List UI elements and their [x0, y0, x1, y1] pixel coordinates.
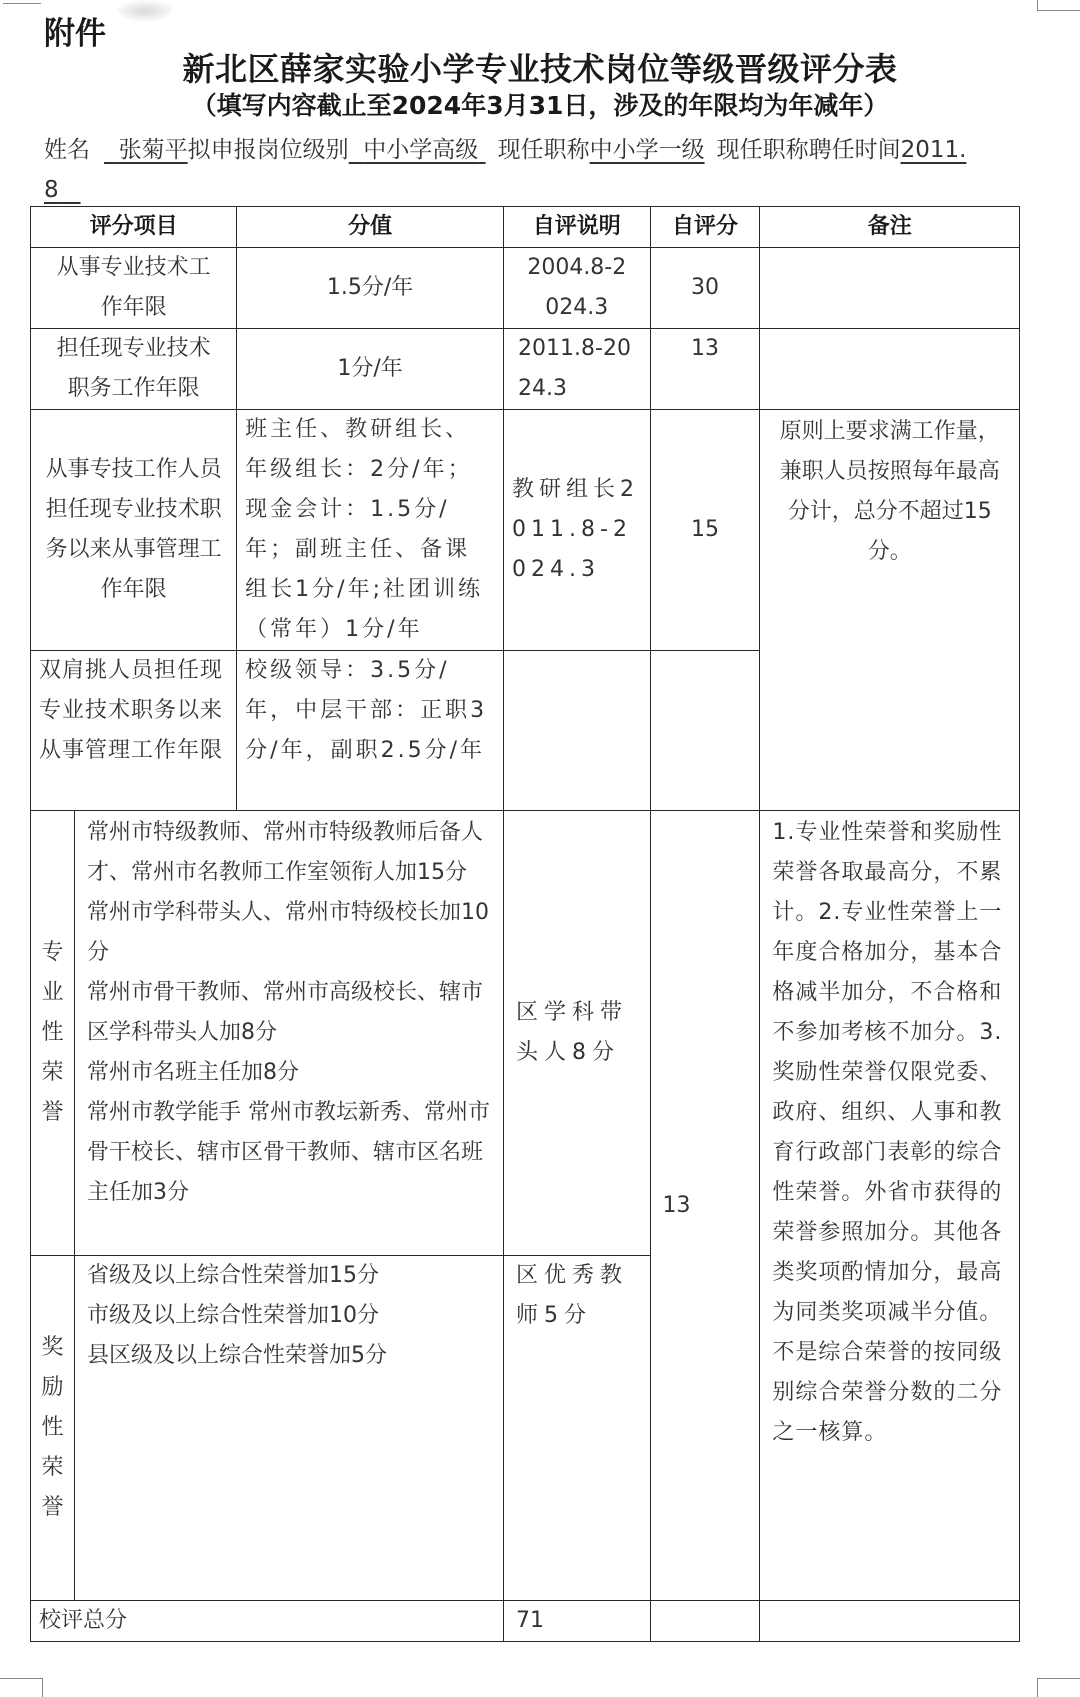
item-cell: 双肩挑人员担任现专业技术职务以来从事管理工作年限	[31, 651, 237, 811]
remark-cell: 原则上要求满工作量，兼职人员按照每年最高分计，总分不超过15分。	[760, 410, 1020, 811]
self-score-cell: 13	[650, 329, 760, 410]
self-score-cell: 13	[650, 811, 760, 1601]
category-label: 专业性荣誉	[41, 940, 64, 1125]
corner-mark-top-right	[1037, 0, 1080, 11]
header-item: 评分项目	[31, 207, 237, 248]
header-score: 分值	[237, 207, 504, 248]
self-score-cell: 15	[650, 410, 760, 651]
table-row	[31, 248, 1020, 329]
hire-time-value-1: 2011.	[900, 137, 967, 163]
honor-line: 常州市名班主任加8分	[86, 1060, 299, 1085]
apply-level-value: 中小学高级	[363, 137, 479, 163]
note-cell: 2004.8-2024.3	[504, 248, 651, 329]
note-cell: 2011.8-2024.3	[504, 329, 651, 410]
hire-time-label: 现任职称聘任时间	[716, 137, 901, 163]
honor-line: 省级及以上综合性荣誉加15分	[86, 1263, 379, 1288]
hire-time-value-2: 8	[44, 177, 59, 203]
attachment-label: 附件	[44, 16, 106, 52]
honor-line: 常州市特级教师、常州市特级教师后备人才、常州市名教师工作室领衔人加15分	[86, 820, 483, 885]
total-remark-blank	[760, 1601, 1020, 1642]
apply-level-label: 拟申报岗位级别	[187, 137, 349, 163]
table-row	[31, 811, 1020, 1256]
table-header-row	[31, 207, 1020, 248]
note-cell: 区学科带头人8分	[504, 811, 651, 1256]
table-row	[31, 329, 1020, 410]
honor-lines-cell	[74, 811, 503, 1256]
category-label: 奖励性荣誉	[41, 1335, 64, 1520]
corner-mark-bottom-right	[1037, 1678, 1080, 1697]
self-score-cell: 30	[650, 248, 760, 329]
total-label: 校评总分	[31, 1601, 504, 1642]
remark-cell	[760, 248, 1020, 329]
score-cell: 校级领导：3.5分/年，中层干部：正职3分/年，副职2.5分/年	[237, 651, 504, 811]
item-cell: 从事专业技术工作年限	[31, 248, 237, 329]
score-cell: 班主任、教研组长、年级组长：2分/年；现金会计：1.5分/年；副班主任、备课组长1分/年;社团训练（常年）1分/年	[237, 410, 504, 651]
applicant-info	[44, 130, 1034, 210]
header-self-score: 自评分	[650, 207, 760, 248]
total-value: 71	[504, 1601, 651, 1642]
table-row	[31, 410, 1020, 651]
total-blank	[650, 1601, 760, 1642]
note-cell: 教研组长2011.8-2024.3	[504, 410, 651, 651]
category-cell	[31, 811, 75, 1256]
corner-mark-bottom-left	[0, 1678, 43, 1697]
score-cell: 1.5分/年	[237, 248, 504, 329]
name-value: 张菊平	[118, 137, 188, 163]
current-title-label: 现任职称	[497, 137, 590, 163]
document-subtitle: （填写内容截止至2024年3月31日，涉及的年限均为年减年）	[191, 91, 889, 120]
honor-lines-cell	[74, 1256, 503, 1601]
current-title-value: 中小学一级	[589, 137, 705, 163]
name-label: 姓名	[44, 137, 90, 163]
remark-cell: 1.专业性荣誉和奖励性荣誉各取最高分，不累计。2.专业性荣誉上一年度合格加分，基本合格减半加分，不合格和不参加考核不加分。3.奖励性荣誉仅限党委、政府、组织、人事和教育行政部门表彰的综合性荣誉。外省市获得的荣誉参照加分。其他各类奖项酌情加分，最高为同类奖项减半分值。不是综合荣誉的按同级别综合荣誉分数的二分之一核算。	[760, 811, 1020, 1601]
note-cell: 区优秀教师5分	[504, 1256, 651, 1601]
photo-shadow	[115, 0, 175, 22]
total-row	[31, 1601, 1020, 1642]
document-title: 新北区薛家实验小学专业技术岗位等级晋级评分表	[182, 50, 898, 88]
category-cell	[31, 1256, 75, 1601]
note-cell	[504, 651, 651, 811]
self-score-cell	[650, 651, 760, 811]
remark-cell	[760, 329, 1020, 410]
scoring-table	[30, 206, 1020, 1642]
honor-line: 常州市教学能手 常州市教坛新秀、常州市骨干校长、辖市区骨干教师、辖市区名班主任加3分	[86, 1100, 490, 1205]
header-note: 自评说明	[504, 207, 651, 248]
score-cell: 1分/年	[237, 329, 504, 410]
item-cell: 担任现专业技术职务工作年限	[31, 329, 237, 410]
honor-line: 常州市学科带头人、常州市特级校长加10分	[86, 900, 489, 965]
corner-mark-top-left	[3, 0, 41, 4]
honor-line: 常州市骨干教师、常州市高级校长、辖市区学科带头人加8分	[86, 980, 483, 1045]
honor-line: 市级及以上综合性荣誉加10分	[86, 1303, 379, 1328]
header-remark: 备注	[760, 207, 1020, 248]
item-cell: 从事专技工作人员担任现专业技术职务以来从事管理工作年限	[31, 410, 237, 651]
honor-line: 县区级及以上综合性荣誉加5分	[86, 1343, 387, 1368]
